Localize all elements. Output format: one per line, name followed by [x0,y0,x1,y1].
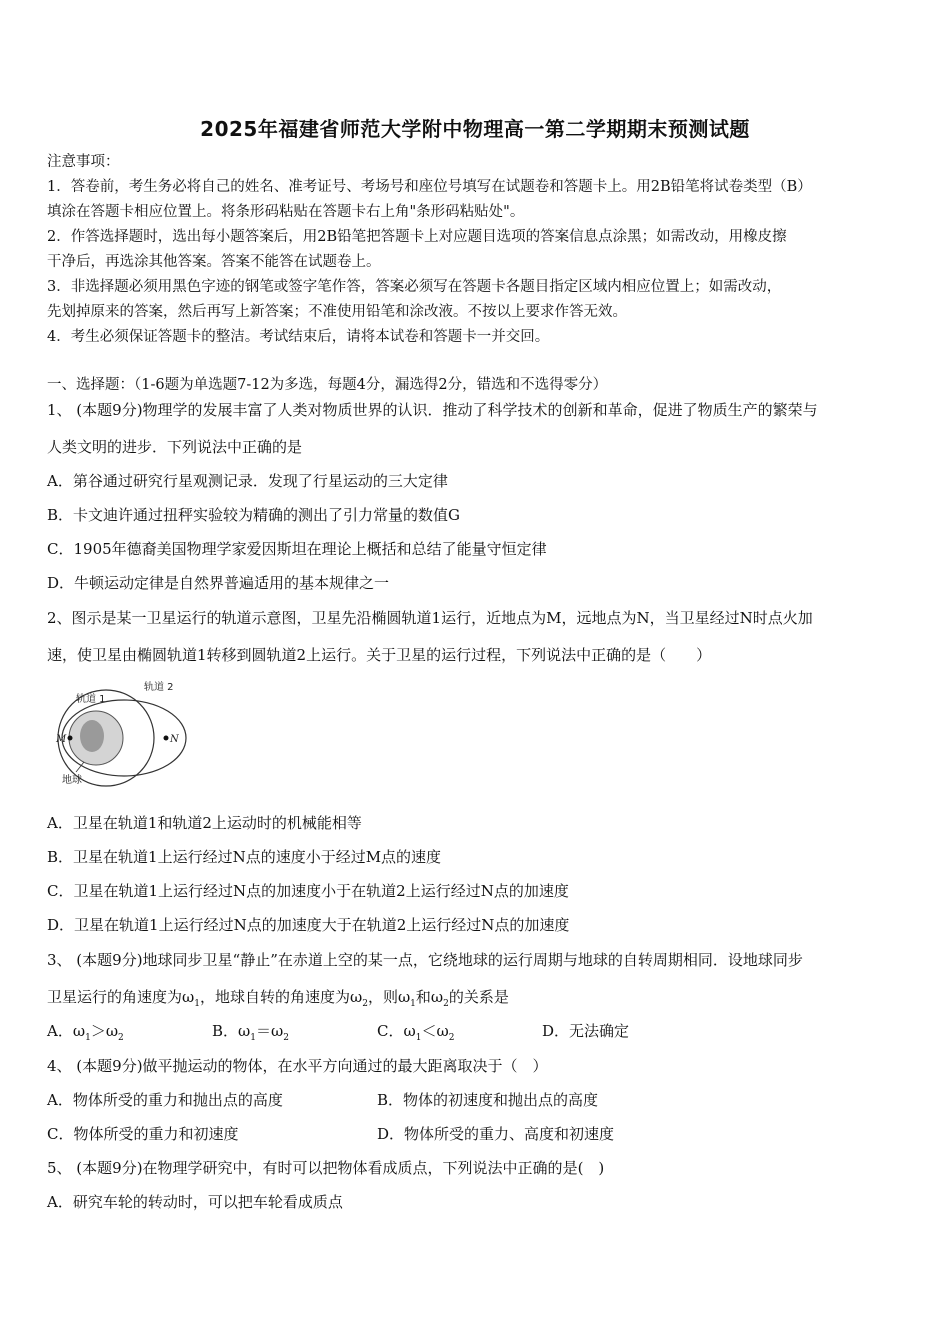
q2-stem-line-1: 2、图示是某一卫星运行的轨道示意图，卫星先沿椭圆轨道1运行，近地点为M，远地点为N，当卫星经过N时点火加 [47,609,813,627]
q4-option-c: C．物体所受的重力和初速度 [47,1125,239,1143]
q3-option-c: C．$\omega_1<\omega_2$ [377,1022,455,1043]
notice-line-6: 先划掉原来的答案，然后再写上新答案；不准使用铅笔和涂改液。不按以上要求作答无效。 [47,304,627,320]
point-n-icon [164,736,169,741]
section-heading: 一、选择题：（1-6题为单选题7-12为多选，每题4分，漏选得2分，错选和不选得零分） [47,377,608,393]
point-m-label: M [56,734,67,745]
q5-option-a: A．研究车轮的转动时，可以把车轮看成质点 [47,1193,343,1211]
notice-line-5: 3．非选择题必须用黑色字迹的钢笔或签字笔作答，答案必须写在答题卡各题目指定区域内相应位置上；如需改动， [47,279,782,295]
q4-option-b: B．物体的初速度和抛出点的高度 [377,1091,599,1109]
q1-option-c: C．1905年德裔美国物理学家爱因斯坦在理论上概括和总结了能量守恒定律 [47,540,547,558]
q2-option-b: B．卫星在轨道1上运行经过N点的速度小于经过M点的速度 [47,848,442,866]
point-n-label: N [170,734,179,745]
notice-heading: 注意事项： [47,154,120,170]
q1-stem-line-2: 人类文明的进步．下列说法中正确的是 [47,438,303,456]
notice-line-4: 干净后，再选涂其他答案。答案不能答在试题卷上。 [47,254,381,270]
q1-option-a: A．第谷通过研究行星观测记录．发现了行星运动的三大定律 [47,472,448,490]
q2-option-a: A．卫星在轨道1和轨道2上运动时的机械能相等 [47,814,362,832]
earth-continent-icon [80,720,104,752]
q3-option-d: D．无法确定 [542,1022,630,1040]
q3-option-b: B．$\omega_1=\omega_2$ [212,1022,289,1043]
notice-line-2: 填涂在答题卡相应位置上。将条形码粘贴在答题卡右上角"条形码粘贴处"。 [47,204,525,220]
q4-option-a: A．物体所受的重力和抛出点的高度 [47,1091,283,1109]
q4-stem: 4、 (本题9分)做平抛运动的物体，在水平方向通过的最大距离取决于（ ） [47,1057,548,1075]
q2-stem-line-2: 速，使卫星由椭圆轨道1转移到圆轨道2上运行。关于卫星的运行过程，下列说法中正确的是（ ） [47,646,712,664]
q3-stem-line-1: 3、 (本题9分)地球同步卫星“静止”在赤道上空的某一点，它绕地球的运行周期与地球的自转周期相同．设地球同步 [47,951,803,969]
q2-option-d: D．卫星在轨道1上运行经过N点的加速度大于在轨道2上运行经过N点的加速度 [47,916,570,934]
orbit-2-label: 轨道 2 [144,682,174,693]
notice-line-7: 4．考生必须保证答题卡的整洁。考试结束后，请将本试卷和答题卡一并交回。 [47,329,550,345]
q5-stem: 5、 (本题9分)在物理学研究中，有时可以把物体看成质点，下列说法中正确的是( ) [47,1159,605,1177]
q1-stem-line-1: 1、 (本题9分)物理学的发展丰富了人类对物质世界的认识．推动了科学技术的创新和革命，促进了物质生产的繁荣与 [47,401,818,419]
orbit-1-label: 轨道 1 [76,694,106,705]
q1-option-d: D．牛顿运动定律是自然界普遍适用的基本规律之一 [47,574,390,592]
q3-stem-line-2: 卫星运行的角速度为$\omega_1$，地球自转的角速度为$\omega_2$，则$\omega_1$和$\omega_2$的关系是 [47,988,509,1009]
earth-label: 地球 [62,775,82,786]
q2-option-c: C．卫星在轨道1上运行经过N点的加速度小于在轨道2上运行经过N点的加速度 [47,882,569,900]
page-title: 2025年福建省师范大学附中物理高一第二学期期末预测试题 [200,117,750,141]
q3-option-a: A．$\omega_1>\omega_2$ [47,1022,124,1043]
notice-line-3: 2．作答选择题时，选出每小题答案后，用2B铅笔把答题卡上对应题目选项的答案信息点涂黑；如需改动，用橡皮擦 [47,229,787,245]
orbit-diagram [48,680,188,792]
notice-line-1: 1．答卷前，考生务必将自己的姓名、准考证号、考场号和座位号填写在试题卷和答题卡上。用2B铅笔将试卷类型（B） [47,179,812,195]
q4-option-d: D．物体所受的重力、高度和初速度 [377,1125,615,1143]
q1-option-b: B．卡文迪许通过扭秤实验较为精确的测出了引力常量的数值G [47,506,461,524]
point-m-icon [68,736,73,741]
